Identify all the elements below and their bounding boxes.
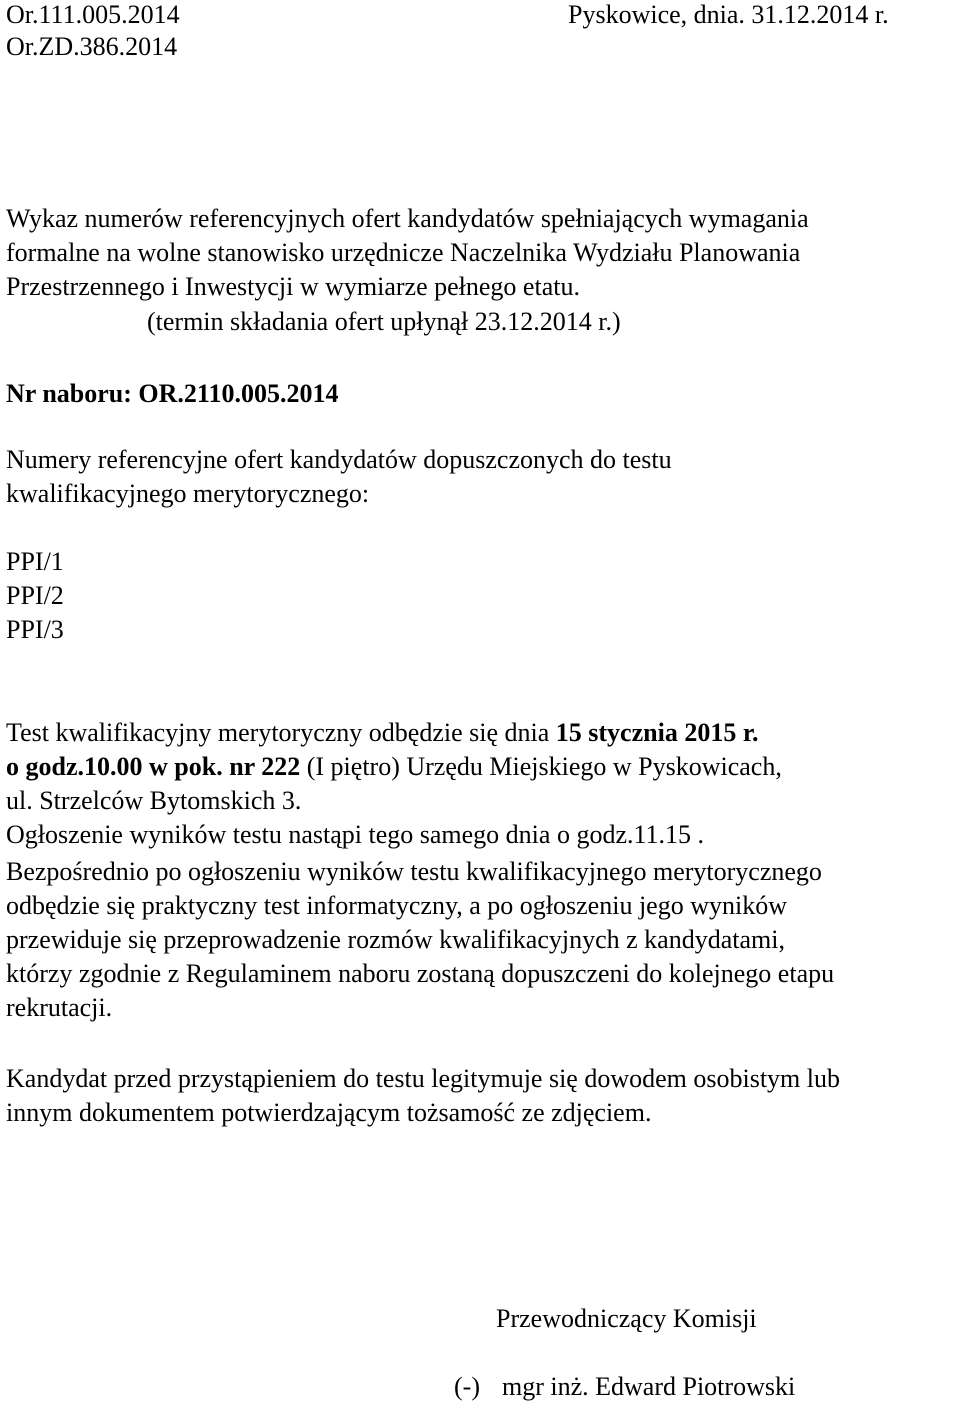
signature-name: mgr inż. Edward Piotrowski — [502, 1372, 796, 1401]
test-place-line — [6, 750, 782, 784]
test-time-room: o godz.10.00 w pok. nr 222 — [6, 752, 301, 781]
test-date-line — [6, 716, 758, 750]
place-and-date: Pyskowice, dnia. 31.12.2014 r. — [568, 0, 889, 29]
procedure-line-5: rekrutacji. — [6, 993, 113, 1022]
deadline-note: (termin składania ofert upłynął 23.12.2014 r.) — [147, 307, 621, 336]
identity-line-1: Kandydat przed przystąpieniem do testu legitymuje się dowodem osobistym lub — [6, 1064, 841, 1093]
admitted-list-item: PPI/2 — [6, 581, 64, 610]
procedure-line-3: przewiduje się przeprowadzenie rozmów kwalifikacyjnych z kandydatami, — [6, 925, 785, 954]
test-date-bold: 15 stycznia 2015 r. — [555, 718, 759, 747]
reference-number-or: Or.111.005.2014 — [6, 0, 180, 29]
admitted-intro-line-1: Numery referencyjne ofert kandydatów dopuszczonych do testu — [6, 445, 672, 474]
identity-line-2: innym dokumentem potwierdzającym tożsamość ze zdjęciem. — [6, 1098, 652, 1127]
recruitment-number: Nr naboru: OR.2110.005.2014 — [6, 379, 339, 408]
signature-prefix: (-) — [454, 1372, 480, 1401]
admitted-list-item: PPI/1 — [6, 547, 64, 576]
test-date-text: Test kwalifikacyjny merytoryczny odbędzie się dnia — [6, 718, 556, 747]
test-address: ul. Strzelców Bytomskich 3. — [6, 786, 302, 815]
title-line-3: Przestrzennego i Inwestycji w wymiarze pełnego etatu. — [6, 272, 580, 301]
reference-number-zd: Or.ZD.386.2014 — [6, 32, 178, 61]
results-announcement: Ogłoszenie wyników testu nastąpi tego samego dnia o godz.11.15 . — [6, 820, 705, 849]
signature-role: Przewodniczący Komisji — [496, 1304, 757, 1333]
title-line-2: formalne na wolne stanowisko urzędnicze Naczelnika Wydziału Planowania — [6, 238, 801, 267]
procedure-line-4: którzy zgodnie z Regulaminem naboru zostaną dopuszczeni do kolejnego etapu — [6, 959, 835, 988]
procedure-line-1: Bezpośrednio po ogłoszeniu wyników testu kwalifikacyjnego merytorycznego — [6, 857, 822, 886]
title-line-1: Wykaz numerów referencyjnych ofert kandydatów spełniających wymagania — [6, 204, 809, 233]
procedure-line-2: odbędzie się praktyczny test informatyczny, a po ogłoszeniu jego wyników — [6, 891, 787, 920]
test-place-text: (I piętro) Urzędu Miejskiego w Pyskowicach, — [300, 752, 782, 781]
admitted-list-item: PPI/3 — [6, 615, 64, 644]
admitted-intro-line-2: kwalifikacyjnego merytorycznego: — [6, 479, 370, 508]
